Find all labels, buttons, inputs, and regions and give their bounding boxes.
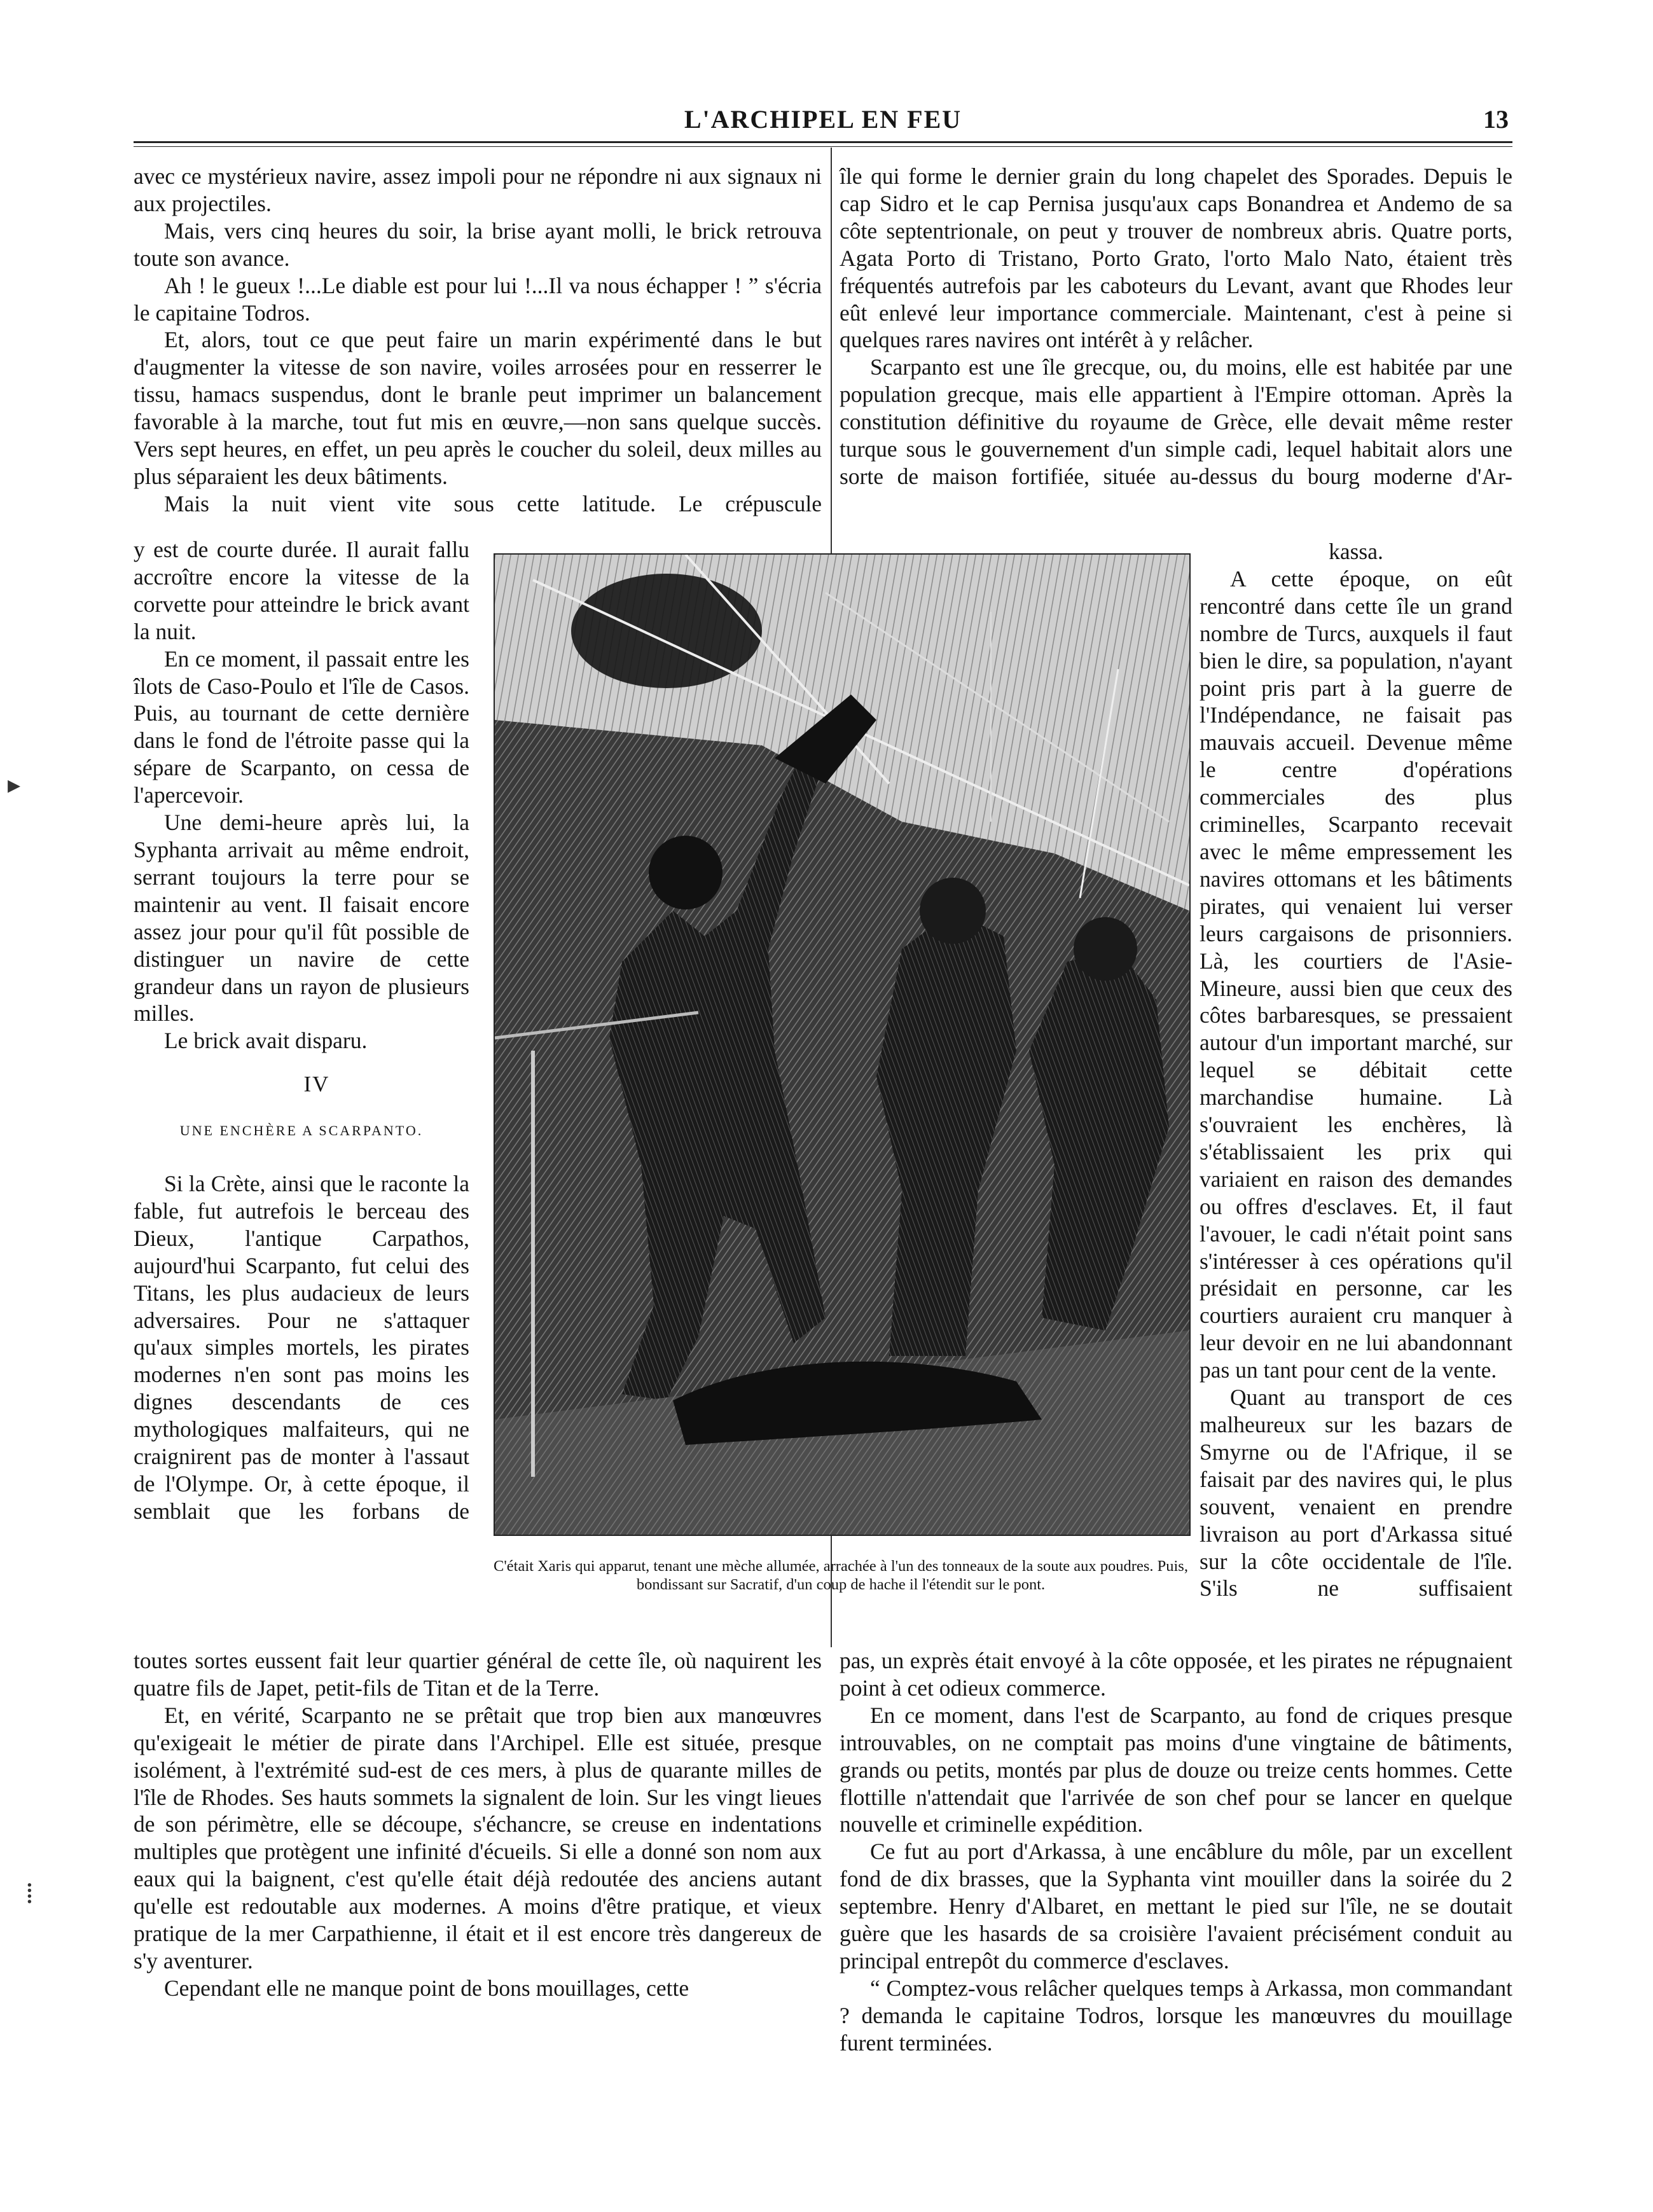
left-column-narrow <box>134 536 469 1525</box>
paragraph: Si la Crète, ainsi que le raconte la fable, fut autrefois le berceau des Dieux, l'antique Carpathos, aujourd'hui Scarpanto, fut celui des Titans, les plus audacieux de leurs adversaires. Pour ne s'attaquer qu'aux simples mortels, les pirates modernes n'en sont pas moins les dignes descendants de ces mythologiques malfaiteurs, qui ne craignirent pas de monter à l'assaut de l'Olympe. Or, à cette époque, il semblait que les forbans de <box>134 1171 469 1524</box>
page-number: 13 <box>1483 105 1509 134</box>
paragraph: En ce moment, dans l'est de Scarpanto, au fond de criques presque introuvables, on ne comptait pas moins d'une vingtaine de bâtiments, grands ou petits, montés par plus de douze ou treize cents hommes. Cette flottille n'attendait que l'arrivée de son chef pour se lancer en quelque nouvelle et criminelle expédition. <box>840 1702 1512 1837</box>
paragraph: toutes sortes eussent fait leur quartier général de cette île, où naquirent les quatre fils de Japet, petit-fils de Titan et de la Terre. <box>134 1648 822 1701</box>
paragraph: En ce moment, il passait entre les îlots de Caso-Poulo et l'île de Casos. Puis, au tournant de cette dernière dans le fond de l'étroite passe qui la sépare de Scarpanto, on cessa de l'apercevoir. <box>134 646 469 808</box>
margin-mark: ▸ <box>8 770 21 799</box>
paragraph: kassa. <box>1329 539 1383 564</box>
paragraph: Ah ! le gueux !...Le diable est pour lui !...Il va nous échapper ! ” s'écria le capitaine Todros. <box>134 272 822 326</box>
paragraph: Scarpanto est une île grecque, ou, du moins, elle est habitée par une population grecque, mais elle appartient à l'Empire ottoman. Après la constitution définitive du royaume de Grèce, elle devait même rester turque sous le gouvernement d'un simple cadi, lequel habitait alors une sorte de maison fortifiée, située au-dessus du bourg moderne d'Ar- <box>840 354 1512 489</box>
paragraph: A cette époque, on eût rencontré dans cette île un grand nombre de Turcs, auxquels il faut bien le dire, sa population, n'ayant point pris part à la guerre de l'Indépendance, ne faisait pas mauvais accueil. Devenue même le centre d'opérations commerciales des plus criminelles, Scarpanto recevait avec le même empressement les navires ottomans et les bâtiments pirates, qui venaient lui verser leurs cargaisons de prisonniers. Là, les courtiers de l'Asie-Mineure, aussi bien que ceux des côtes barbaresques, se pressaient autour d'un important marché, sur lequel se débitait cette marchandise humaine. Là s'ouvraient les enchères, là s'établissaient les prix qui variaient en raison des demandes ou offres d'esclaves. Et, il faut l'avouer, le cadi n'était point sans s'intéresser à ces opérations qu'il présidait en personne, car les courtiers auraient cru manquer à leur devoir en ne lui abandonnant pas un tant pour cent de la vente. <box>1200 565 1512 1383</box>
paragraph: Le brick avait disparu. <box>164 1028 368 1054</box>
paragraph: “ Comptez-vous relâcher quelques temps à Arkassa, mon commandant ? demanda le capitaine Todros, lorsque les manœuvres du mouillage furent terminées. <box>840 1975 1512 2056</box>
engraving-illustration <box>494 553 1191 1536</box>
paragraph: Et, en vérité, Scarpanto ne se prêtait que trop bien aux manœuvres qu'exigeait le métier de pirate dans l'Archipel. Elle est située, presque isolément, à l'extrémité sud-est de ces mers, à plus de quarante milles de l'île de Rhodes. Ses hauts sommets la signalent de loin. Sur les vingt lieues de son périmètre, elle se découpe, s'échancre, se creuse en indentations multiples que protègent une infinité d'écueils. Si elle a donné son nom aux eaux qui la baignent, c'est qu'elle était déjà redoutée des anciens autant qu'elle est redoutable aux modernes. A moins d'être pratique, et vieux pratique de la mer Carpathienne, il était et il est encore très dangereux de s'y aventurer. <box>134 1702 822 1974</box>
paragraph: Et, alors, tout ce que peut faire un marin expérimenté dans le but d'augmenter la vitesse de son navire, voiles arrosées pour en resserrer le tissu, hamacs suspendus, dont le branle peut imprimer un balancement favorable à la marche, tout fut mis en œuvre,—non sans quelque succès. Vers sept heures, en effet, un peu après le coucher du soleil, deux milles au plus séparaient les deux bâtiments. <box>134 327 822 489</box>
header-rule <box>134 141 1512 143</box>
right-column-bottom <box>840 1647 1512 2057</box>
left-column-top <box>134 163 822 518</box>
margin-mark: ⁞ <box>25 1877 34 1909</box>
right-column-top <box>840 163 1512 490</box>
paragraph: île qui forme le dernier grain du long chapelet des Sporades. Depuis le cap Sidro et le cap Pernisa jusqu'aux caps Bonandrea et Andemo de sa côte septentrionale, on peut y trouver de nombreux abris. Quatre ports, Agata Porto di Tristano, Porto Grato, l'orto Malo Nato, étaient très fréquentés autrefois par les caboteurs du Levant, avant que Rhodes leur eût enlevé leur importance commerciale. Maintenant, c'est à peine si quelques rares navires ont intérêt à y relâcher. <box>840 163 1512 353</box>
chapter-number: IV <box>303 1072 330 1097</box>
chapter-title: UNE ENCHÈRE A SCARPANTO. <box>179 1123 424 1139</box>
paragraph: pas, un exprès était envoyé à la côte opposée, et les pirates ne répugnaient point à cet odieux commerce. <box>840 1648 1512 1701</box>
paragraph: Quant au transport de ces malheureux sur les bazars de Smyrne ou de l'Afrique, il se faisait par des navires qui, le plus souvent, venaient en prendre livraison au port d'Arkassa situé sur la côte occidentale de l'île. S'ils ne suffisaient <box>1200 1385 1512 1601</box>
paragraph: avec ce mystérieux navire, assez impoli pour ne répondre ni aux signaux ni aux projectiles. <box>134 163 822 216</box>
paragraph: Ce fut au port d'Arkassa, à une encâblure du môle, par un excellent fond de dix brasses, que la Syphanta vint mouiller dans la soirée du 2 septembre. Henry d'Albaret, en mettant le pied sur l'île, ne se doutait guère que les hasards de sa croisière l'avaient précisément conduit au principal entrepôt du commerce d'esclaves. <box>840 1839 1512 1974</box>
running-header <box>134 100 1512 145</box>
left-column-bottom <box>134 1647 822 2002</box>
paragraph: Mais la nuit vient vite sous cette latitude. Le crépuscule <box>164 490 822 516</box>
paragraph: Mais, vers cinq heures du soir, la brise ayant molli, le brick retrouva toute son avance. <box>134 218 822 271</box>
smoke-cloud <box>571 574 762 688</box>
paragraph: y est de courte durée. Il aurait fallu accroître encore la vitesse de la corvette pour atteindre le brick avant la nuit. <box>134 537 469 644</box>
paragraph: Une demi-heure après lui, la Syphanta arrivait au même endroit, serrant toujours la terre pour se maintenir au vent. Il faisait encore assez jour pour qu'il fût possible de distinguer un navire de cette grandeur dans un rayon de plusieurs milles. <box>134 810 469 1027</box>
illustration-caption: C'était Xaris qui apparut, tenant une mèche allumée, arrachée à l'un des tonneaux de la soute aux poudres. Puis, bondissant sur Sacratif, d'un coup de hache il l'étendit sur le pont. <box>494 1558 1188 1593</box>
running-title: L'ARCHIPEL EN FEU <box>684 105 962 134</box>
right-column-narrow <box>1200 538 1512 1602</box>
figure-head <box>649 836 723 909</box>
paragraph: Cependant elle ne manque point de bons mouillages, cette <box>164 1975 689 2001</box>
header-rule-thin <box>134 146 1512 147</box>
